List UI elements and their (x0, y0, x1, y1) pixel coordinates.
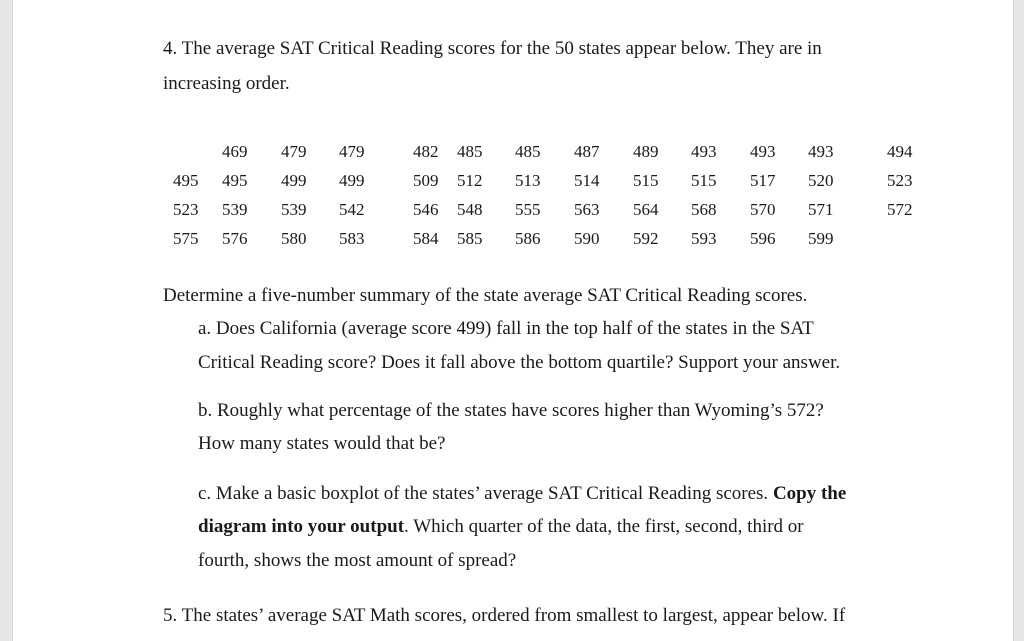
data-cell: 599 (808, 229, 834, 248)
data-cell: 487 (574, 142, 600, 161)
data-cell: 485 (515, 142, 541, 161)
data-cell: 592 (633, 229, 659, 248)
data-cell: 515 (691, 171, 717, 190)
q4-intro-line1: 4. The average SAT Critical Reading scores for the 50 states appear below. They are in (163, 38, 822, 59)
q4-part-b-line2: How many states would that be? (198, 433, 446, 454)
data-cell: 489 (633, 142, 659, 161)
data-cell: 499 (339, 171, 365, 190)
data-cell: 576 (222, 229, 248, 248)
data-cell: 542 (339, 200, 365, 219)
data-cell: 586 (515, 229, 541, 248)
data-cell: 469 (222, 142, 248, 161)
document-page (12, 0, 1014, 641)
q4-part-c-line1 (198, 483, 846, 505)
data-cell: 515 (633, 171, 659, 190)
data-cell: 585 (457, 229, 483, 248)
data-cell: 563 (574, 200, 600, 219)
data-cell: 546 (413, 200, 439, 219)
data-cell: 548 (457, 200, 483, 219)
data-cell: 570 (750, 200, 776, 219)
data-cell: 575 (173, 229, 199, 248)
data-cell: 523 (887, 171, 913, 190)
part-c-text: . Which quarter of the data, the first, second, third or (404, 516, 804, 537)
data-cell: 555 (515, 200, 541, 219)
data-cell: 482 (413, 142, 439, 161)
data-cell: 571 (808, 200, 834, 219)
data-cell: 509 (413, 171, 439, 190)
q4-instruction: Determine a five-number summary of the state average SAT Critical Reading scores. (163, 285, 808, 306)
q4-part-a-line2: Critical Reading score? Does it fall above the bottom quartile? Support your answer. (198, 352, 841, 373)
data-cell: 568 (691, 200, 717, 219)
data-cell: 590 (574, 229, 600, 248)
q4-part-b-line1: b. Roughly what percentage of the states have scores higher than Wyoming’s 572? (198, 400, 824, 421)
data-cell: 479 (281, 142, 307, 161)
data-cell: 493 (808, 142, 834, 161)
data-cell: 596 (750, 229, 776, 248)
data-cell: 485 (457, 142, 483, 161)
data-cell: 539 (281, 200, 307, 219)
data-cell: 523 (173, 200, 199, 219)
q4-part-c-line2 (198, 516, 804, 538)
part-c-bold-text: Copy the (772, 483, 847, 504)
data-cell: 494 (887, 142, 913, 161)
q5-intro-line1: 5. The states’ average SAT Math scores, ordered from smallest to largest, appear below. If (163, 605, 846, 626)
data-cell: 520 (808, 171, 834, 190)
data-cell: 539 (222, 200, 248, 219)
data-cell: 517 (750, 171, 776, 190)
data-cell: 583 (339, 229, 365, 248)
data-cell: 572 (887, 200, 913, 219)
data-cell: 593 (691, 229, 717, 248)
data-cell: 584 (413, 229, 439, 248)
part-c-bold-text: diagram into your output (198, 516, 405, 537)
data-cell: 495 (222, 171, 248, 190)
q4-part-c-line3: fourth, shows the most amount of spread? (198, 550, 517, 571)
q4-part-a-line1: a. Does California (average score 499) fall in the top half of the states in the SAT (198, 318, 814, 339)
data-cell: 512 (457, 171, 483, 190)
data-cell: 564 (633, 200, 659, 219)
part-c-text: c. Make a basic boxplot of the states’ average SAT Critical Reading scores. (198, 483, 773, 504)
data-cell: 513 (515, 171, 541, 190)
data-cell: 499 (281, 171, 307, 190)
data-cell: 493 (750, 142, 776, 161)
data-cell: 479 (339, 142, 365, 161)
data-cell: 580 (281, 229, 307, 248)
q4-intro-line2: increasing order. (163, 73, 290, 94)
data-cell: 514 (574, 171, 600, 190)
data-cell: 495 (173, 171, 199, 190)
data-cell: 493 (691, 142, 717, 161)
